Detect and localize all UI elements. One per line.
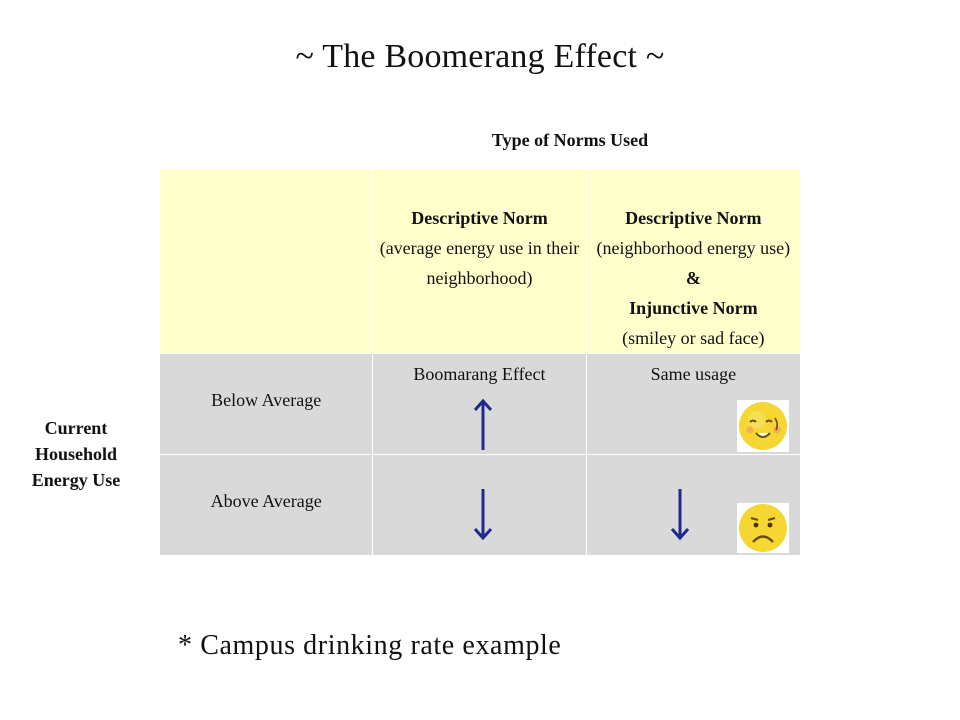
row-label-below-average: Below Average bbox=[211, 390, 322, 410]
sad-face-icon bbox=[737, 503, 789, 553]
above-average-injunctive-cell bbox=[586, 455, 800, 556]
header-col2-detail1: (neighborhood energy use) bbox=[596, 238, 791, 258]
header-col2-detail2: (smiley or sad face) bbox=[622, 328, 765, 348]
header-col2-amp: & bbox=[685, 268, 701, 288]
smiley-face-icon bbox=[737, 400, 789, 452]
row-header-line-3: Energy Use bbox=[31, 470, 121, 490]
slide-title: ~ The Boomerang Effect ~ bbox=[295, 38, 665, 75]
row-label-above-average: Above Average bbox=[210, 491, 322, 511]
norms-table bbox=[159, 168, 801, 556]
row-header-line-2: Household bbox=[34, 444, 118, 464]
header-empty-cell bbox=[160, 169, 373, 354]
header-col1-detail: (average energy use in their neighborhood) bbox=[379, 238, 580, 288]
up-arrow-icon bbox=[472, 398, 494, 452]
header-col2-bold1: Descriptive Norm bbox=[625, 208, 762, 228]
table-header-row bbox=[160, 169, 801, 354]
header-col1-bold: Descriptive Norm bbox=[411, 208, 548, 228]
down-arrow-icon bbox=[669, 487, 691, 541]
header-col2-bold2: Injunctive Norm bbox=[629, 298, 758, 318]
row-label-cell bbox=[160, 455, 373, 556]
row-header-line-1: Current bbox=[44, 418, 108, 438]
above-average-descriptive-cell bbox=[373, 455, 586, 556]
down-arrow-icon bbox=[472, 487, 494, 541]
below-average-descriptive-cell bbox=[373, 354, 586, 455]
table-row bbox=[160, 455, 801, 556]
boomerang-effect-label: Boomarang Effect bbox=[413, 364, 546, 384]
same-usage-label: Same usage bbox=[650, 364, 737, 384]
below-average-injunctive-cell bbox=[586, 354, 800, 455]
row-header bbox=[6, 415, 146, 493]
table-row bbox=[160, 354, 801, 455]
column-header: Type of Norms Used bbox=[491, 130, 649, 150]
header-descriptive-injunctive-norm bbox=[586, 169, 800, 354]
header-descriptive-norm bbox=[373, 169, 586, 354]
footnote: * Campus drinking rate example bbox=[178, 630, 562, 661]
row-label-cell bbox=[160, 354, 373, 455]
